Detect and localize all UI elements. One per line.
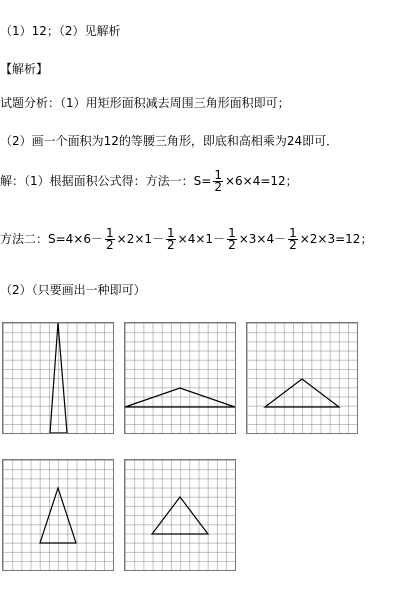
wide-triangle bbox=[247, 323, 357, 433]
method-2-term-2: ×4×1－ bbox=[177, 232, 226, 246]
grid-diagram-wide-flat-triangle bbox=[124, 322, 236, 434]
grid-diagram-narrow-triangle bbox=[2, 459, 114, 571]
grid-diagram-wide-triangle bbox=[246, 322, 358, 434]
answer-line: （1）12；（2）见解析 bbox=[0, 24, 121, 38]
grid-diagram-tall-triangle bbox=[2, 322, 114, 434]
triangle-shape bbox=[50, 323, 67, 433]
grid-diagram-medium-triangle bbox=[124, 459, 236, 571]
triangle-shape bbox=[152, 497, 208, 534]
method-2-prefix: 方法二：S=4×6－ bbox=[0, 232, 103, 246]
fraction: $\frac{1}{2}$ bbox=[167, 226, 175, 252]
method-2-term-4: ×2×3=12； bbox=[299, 232, 373, 246]
method-1-prefix: 解：（1）根据面积公式得：方法一：S= bbox=[0, 174, 212, 188]
narrow-triangle bbox=[3, 460, 113, 570]
triangle-shape bbox=[40, 488, 76, 543]
fraction: $\frac{1}{2}$ bbox=[214, 168, 222, 194]
fraction: $\frac{1}{2}$ bbox=[228, 226, 236, 252]
medium-triangle bbox=[125, 460, 235, 570]
method-1-suffix: ×6×4=12； bbox=[224, 174, 298, 188]
method-2-term-1: ×2×1－ bbox=[116, 232, 165, 246]
wide-flat-triangle bbox=[125, 323, 235, 433]
solution-method-2 bbox=[0, 228, 372, 251]
triangle-shape bbox=[125, 388, 235, 407]
method-2-term-3: ×3×4－ bbox=[238, 232, 287, 246]
section-heading: 【解析】 bbox=[0, 62, 49, 76]
triangle-shape bbox=[265, 379, 339, 407]
fraction: $\frac{1}{2}$ bbox=[106, 226, 114, 252]
fraction: $\frac{1}{2}$ bbox=[289, 226, 297, 252]
analysis-line-2: （2）画一个面积为12的等腰三角形，即底和高相乘为24即可． bbox=[0, 134, 339, 148]
analysis-line-1: 试题分析：（1）用矩形面积减去周围三角形面积即可； bbox=[0, 96, 290, 110]
part-2-title: （2）（只要画出一种即可） bbox=[0, 283, 146, 297]
tall-triangle bbox=[3, 323, 113, 433]
solution-method-1 bbox=[0, 170, 298, 193]
